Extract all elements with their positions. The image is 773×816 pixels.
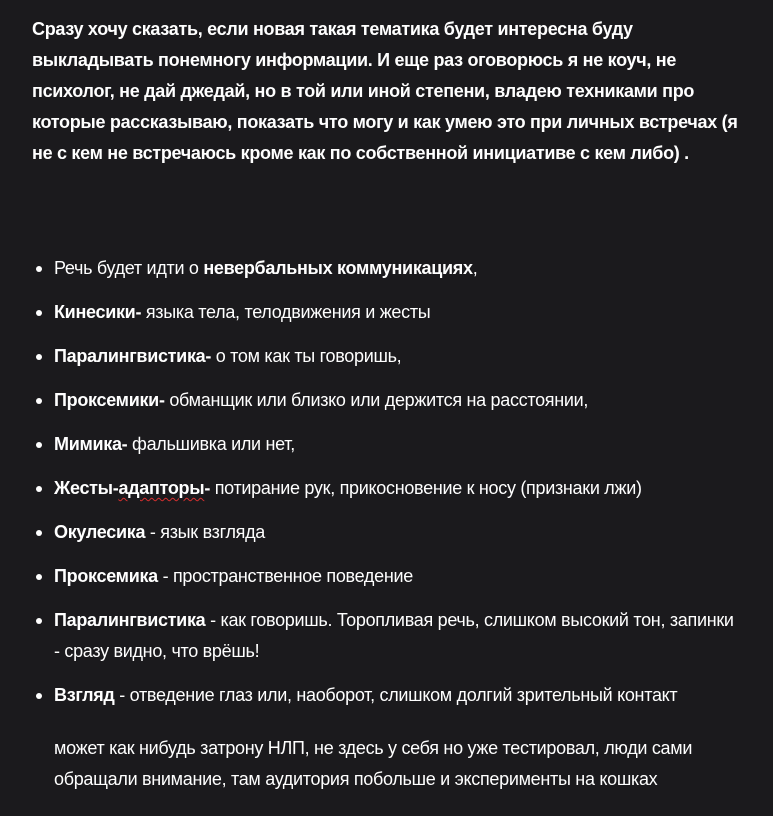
bullet-icon	[36, 398, 42, 404]
bullet-icon	[36, 574, 42, 580]
list-item: Паралингвистика - как говоришь. Торопливая речь, слишком высокий тон, запинки - сразу видно, что врёшь!	[32, 605, 744, 667]
spellcheck-underline[interactable]: адапторы	[118, 478, 205, 498]
bullet-icon	[36, 266, 42, 272]
intro-paragraph: Сразу хочу сказать, если новая такая тематика будет интересна буду выкладывать понемногу информации. И еще раз оговорюсь я не коуч, не психолог, не дай джедай, но в той или иной степени, владею техниками про которые рассказываю, показать что могу и как умею это при личных встречах (я не с кем не встречаюсь кроме как по собственной инициативе с кем либо) .	[32, 19, 738, 163]
list-item: Проксемика - пространственное поведение	[32, 561, 744, 592]
list-item: Паралингвистика- о том как ты говоришь,	[32, 341, 744, 372]
list-item: Взгляд - отведение глаз или, наоборот, слишком долгий зрительный контакт	[32, 680, 744, 711]
bullet-icon	[36, 693, 42, 699]
list-item: Речь будет идти о невербальных коммуникациях,	[32, 253, 744, 284]
bullet-icon	[36, 310, 42, 316]
bullet-icon	[36, 530, 42, 536]
list-item: Мимика- фальшивка или нет,	[32, 429, 744, 460]
bullet-icon	[36, 618, 42, 624]
bullet-icon	[36, 354, 42, 360]
bullet-icon	[36, 486, 42, 492]
list-item: Окулесика - язык взгляда	[32, 517, 744, 548]
bullet-icon	[36, 442, 42, 448]
list-item: Проксемики- обманщик или близко или держится на расстоянии,	[32, 385, 744, 416]
list-item: Кинесики- языка тела, телодвижения и жесты	[32, 297, 744, 328]
bullet-list	[32, 253, 773, 711]
list-item: Жесты-адапторы- потирание рук, прикосновение к носу (признаки лжи)	[32, 473, 744, 504]
outro-paragraph: может как нибудь затрону НЛП, не здесь у себя но уже тестировал, люди сами обращали внимание, там аудитория побольше и эксперименты на кошках	[54, 738, 693, 789]
